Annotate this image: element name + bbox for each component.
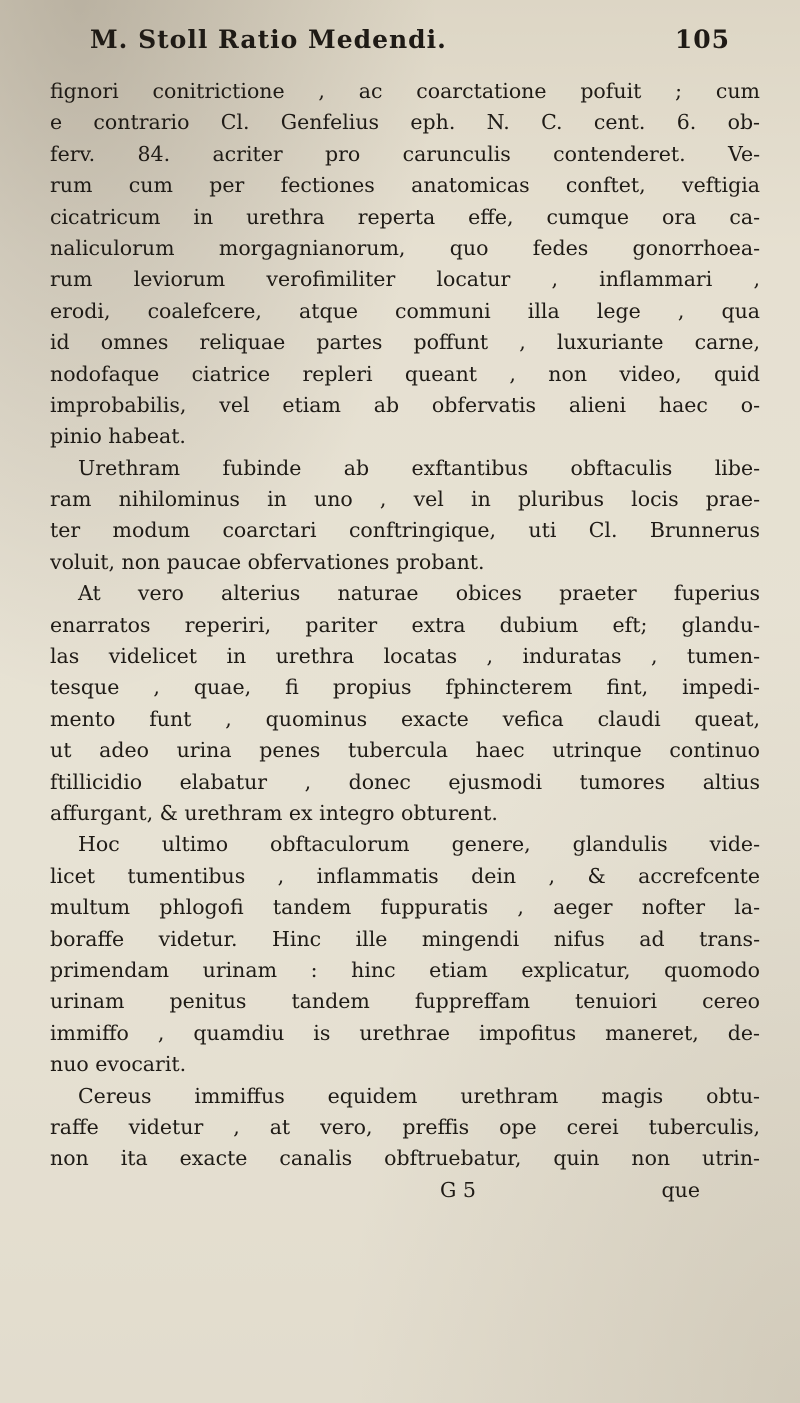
catch-line <box>50 1175 760 1206</box>
text-line: pinio habeat. <box>50 424 186 449</box>
text-line: id omnes reliquae partes poffunt , luxuriante carne, <box>50 330 760 355</box>
text-line: las videlicet in urethra locatas , induratas , tumen- <box>50 644 760 669</box>
paragraph-start: Hoc ultimo obftaculorum genere, glandulis vide- <box>78 832 760 857</box>
text-line: e contrario Cl. Genfelius eph. N. C. cent. 6. ob- <box>50 110 760 135</box>
text-line: erodi, coalefcere, atque communi illa lege , qua <box>50 298 760 323</box>
text-line: urinam penitus tandem fuppreffam tenuiori cereo <box>50 989 760 1014</box>
text-line: ferv. 84. acriter pro carunculis contenderet. Ve- <box>50 141 760 166</box>
text-line: naliculorum morgagnianorum, quo fedes gonorrhoea- <box>50 235 760 260</box>
body-text <box>50 76 760 1206</box>
text-line: raffe videtur , at vero, preffis ope cerei tuberculis, <box>50 1114 760 1139</box>
text-line: nodofaque ciatrice repleri queant , non video, quid <box>50 361 760 386</box>
text-line: licet tumentibus , inflammatis dein , & accrefcente <box>50 863 760 888</box>
paragraph-start: Urethram fubinde ab exftantibus obftaculis libe- <box>78 455 760 480</box>
signature-mark: G 5 <box>440 1177 476 1202</box>
text-line: multum phlogofi tandem fuppuratis , aeger nofter la- <box>50 895 760 920</box>
text-line: nuo evocarit. <box>50 1052 187 1077</box>
text-line: voluit, non paucae obfervationes probant. <box>50 549 485 574</box>
text-line: mento funt , quominus exacte vefica claudi queat, <box>50 706 760 731</box>
paragraph-start: Cereus immiffus equidem urethram magis obtu- <box>78 1083 760 1108</box>
text-line: affurgant, & urethram ex integro obturent. <box>50 800 498 825</box>
text-line: enarratos reperiri, pariter extra dubium eft; glandu- <box>50 612 760 637</box>
text-line: immiffo , quamdiu is urethrae impofitus maneret, de- <box>50 1020 760 1045</box>
page-number: 105 <box>674 24 730 54</box>
text-line: rum leviorum verofimiliter locatur , inflammari , <box>50 267 760 292</box>
text-line: tesque , quae, fi propius fphincterem fint, impedi- <box>50 675 760 700</box>
running-title: M. Stoll Ratio Medendi. <box>90 24 447 54</box>
text-line: boraffe videtur. Hinc ille mingendi nifus ad trans- <box>50 926 760 951</box>
text-line: non ita exacte canalis obftruebatur, quin non utrin- <box>50 1146 760 1171</box>
text-line: improbabilis, vel etiam ab obfervatis alieni haec o- <box>50 392 760 417</box>
text-line: rum cum per fectiones anatomicas conftet, veftigia <box>50 173 760 198</box>
text-line: ter modum coarctari conftringique, uti Cl. Brunnerus <box>50 518 760 543</box>
text-line: cicatricum in urethra reperta effe, cumque ora ca- <box>50 204 760 229</box>
text-line: ut adeo urina penes tubercula haec utrinque continuo <box>50 738 760 763</box>
text-line: fignori conitrictione , ac coarctatione pofuit ; cum <box>50 79 760 103</box>
running-head <box>90 16 730 62</box>
text-line: primendam urinam : hinc etiam explicatur, quomodo <box>50 957 760 982</box>
text-line: ram nihilominus in uno , vel in pluribus locis prae- <box>50 487 760 512</box>
text-line: ftillicidio elabatur , donec ejusmodi tumores altius <box>50 769 760 794</box>
paragraph-start: At vero alterius naturae obices praeter fuperius <box>78 581 760 606</box>
catchword: que <box>661 1177 700 1202</box>
